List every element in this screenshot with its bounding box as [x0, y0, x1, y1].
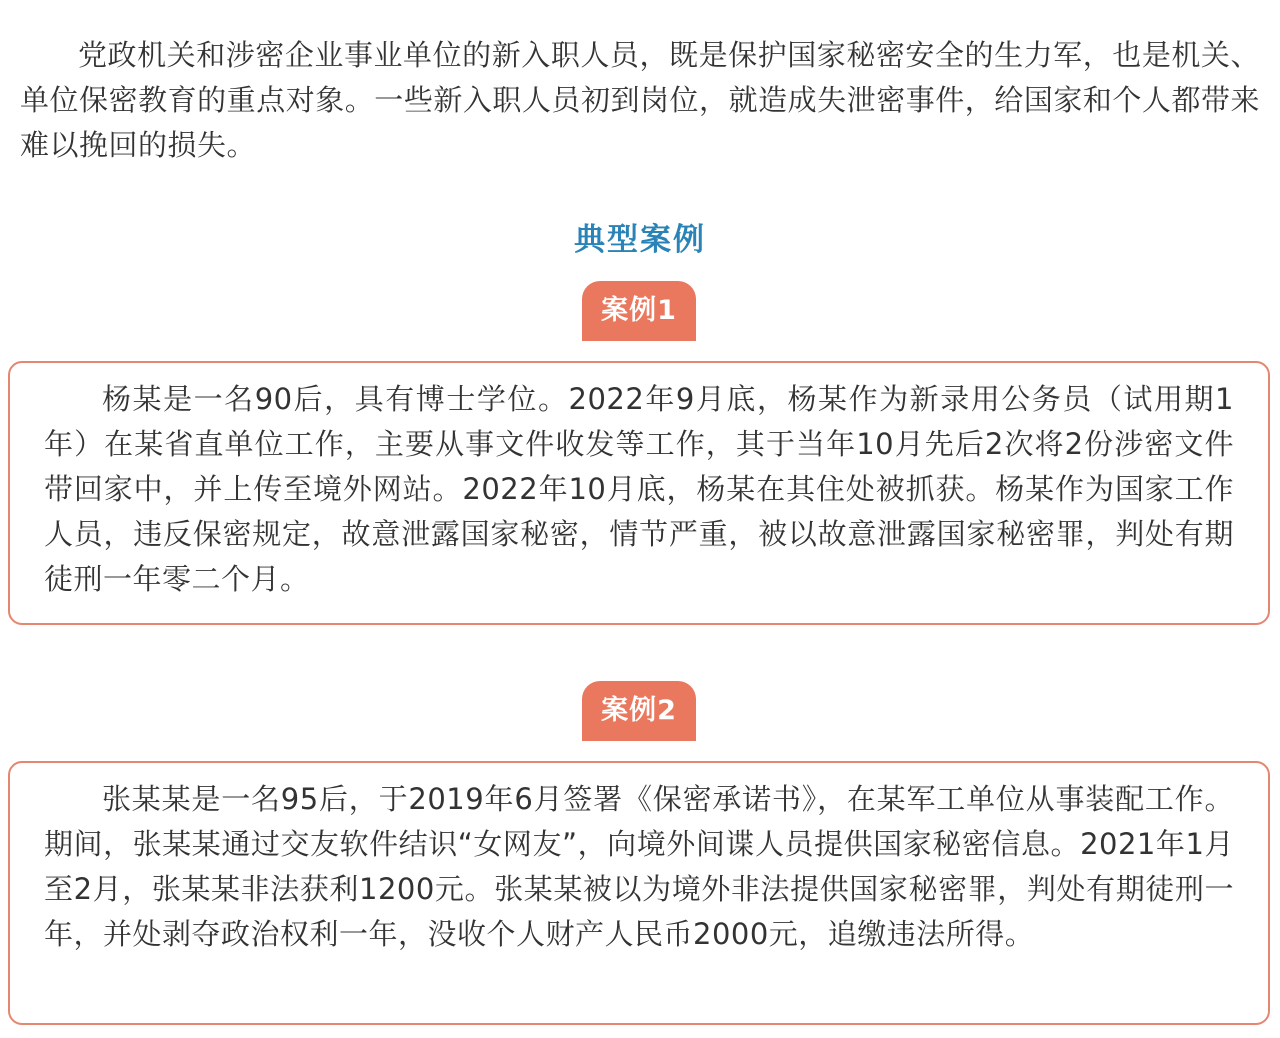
intro-paragraph: 党政机关和涉密企业事业单位的新入职人员，既是保护国家秘密安全的生力军，也是机关、单位保密教育的重点对象。一些新入职人员初到岗位，就造成失泄密事件，给国家和个人都带来难以挽回的损失。 [20, 38, 1260, 162]
case-1-box [8, 361, 1270, 625]
case-2-box [8, 761, 1270, 1025]
case-2-text: 张某某是一名95后，于2019年6月签署《保密承诺书》，在某军工单位从事装配工作。期间，张某某通过交友软件结识“女网友”，向境外间谍人员提供国家秘密信息。2021年1月至2月，张某某非法获利1200元。张某某被以为境外非法提供国家秘密罪，判处有期徒刑一年，并处剥夺政治权利一年，没收个人财产人民币2000元，追缴违法所得。 [44, 782, 1234, 951]
case-1-label: 案例1 [582, 281, 696, 341]
section-title: 典型案例 [574, 222, 706, 258]
case-2-label: 案例2 [582, 681, 696, 741]
case-1-text: 杨某是一名90后，具有博士学位。2022年9月底，杨某作为新录用公务员（试用期1年）在某省直单位工作，主要从事文件收发等工作，其于当年10月先后2次将2份涉密文件带回家中，并上传至境外网站。2022年10月底，杨某在其住处被抓获。杨某作为国家工作人员，违反保密规定，故意泄露国家秘密，情节严重，被以故意泄露国家秘密罪，判处有期徒刑一年零二个月。 [44, 382, 1234, 596]
